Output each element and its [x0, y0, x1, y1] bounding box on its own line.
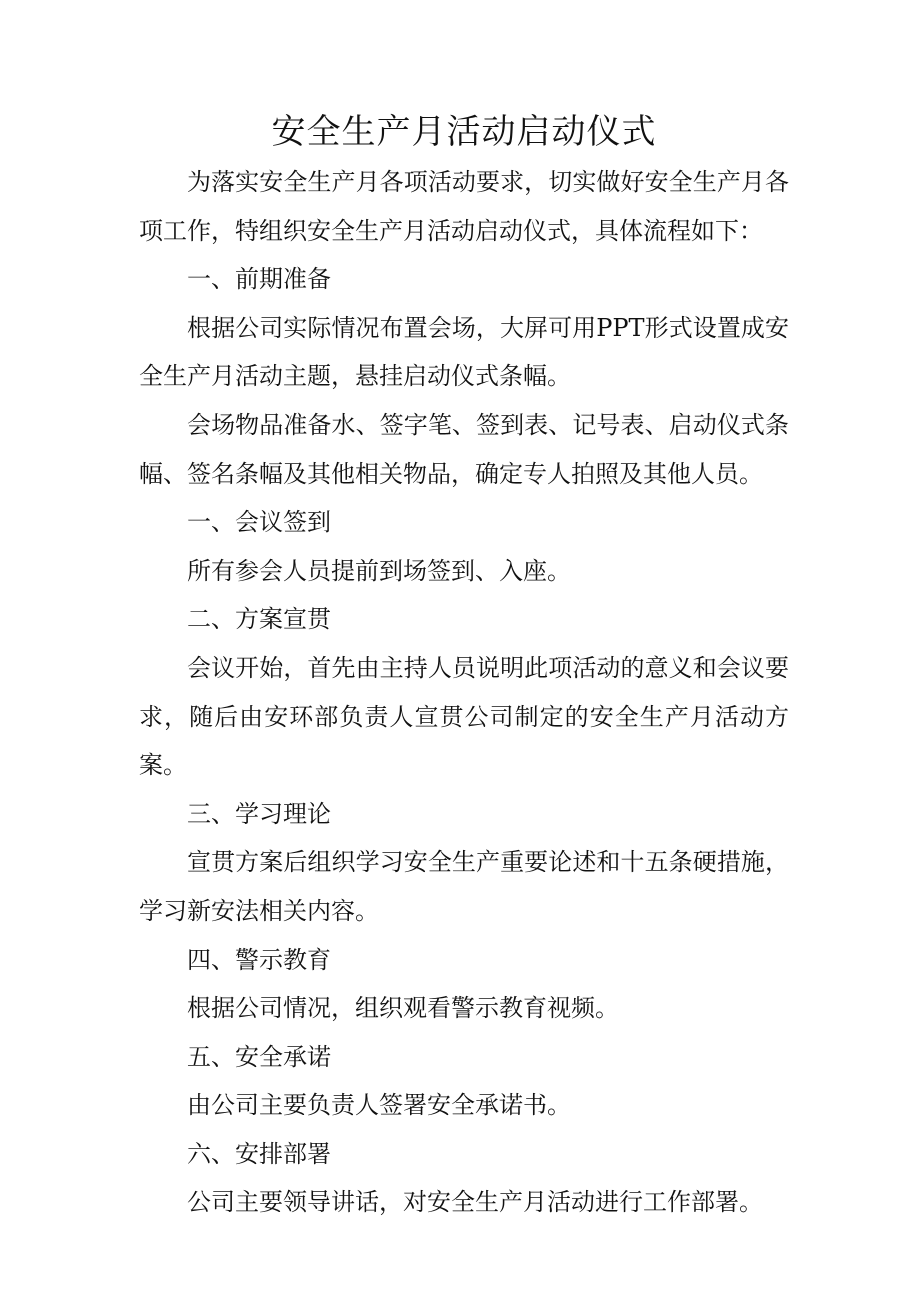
- paragraph-venue-setup: 根据公司实际情况布置会场，大屏可用PPT形式设置成安全生产月活动主题，悬挂启动仪式条幅。: [139, 313, 789, 391]
- paragraph-warning: 根据公司情况，组织观看警示教育视频。: [187, 994, 619, 1023]
- paragraph-plan: 会议开始，首先由主持人员说明此项活动的意义和会议要求，随后由安环部负责人宣贯公司制定的安全生产月活动方案。: [139, 653, 789, 780]
- paragraph-commitment: 由公司主要负责人签署安全承诺书。: [187, 1091, 571, 1120]
- section-heading-deployment: 六、安排部署: [187, 1139, 331, 1168]
- paragraph-theory: 宣贯方案后组织学习安全生产重要论述和十五条硬措施，学习新安法相关内容。: [139, 848, 789, 925]
- section-heading-warning: 四、警示教育: [187, 945, 331, 974]
- document-body: [139, 158, 789, 1227]
- section-heading-theory: 三、学习理论: [187, 799, 331, 828]
- section-heading-preparation: 一、前期准备: [187, 265, 331, 294]
- paragraph-supplies: 会场物品准备水、签字笔、签到表、记号表、启动仪式条幅、签名条幅及其他相关物品，确定专人拍照及其他人员。: [139, 410, 789, 488]
- section-heading-plan: 二、方案宣贯: [187, 605, 331, 634]
- section-heading-commitment: 五、安全承诺: [187, 1042, 331, 1071]
- document-title: 安全生产月活动启动仪式: [271, 112, 657, 152]
- paragraph-sign-in: 所有参会人员提前到场签到、入座。: [187, 556, 571, 585]
- paragraph-deployment: 公司主要领导讲话，对安全生产月活动进行工作部署。: [187, 1188, 763, 1217]
- section-heading-sign-in: 一、会议签到: [187, 508, 331, 537]
- intro-paragraph: 为落实安全生产月各项活动要求，切实做好安全生产月各项工作，特组织安全生产月活动启动仪式，具体流程如下：: [139, 168, 789, 245]
